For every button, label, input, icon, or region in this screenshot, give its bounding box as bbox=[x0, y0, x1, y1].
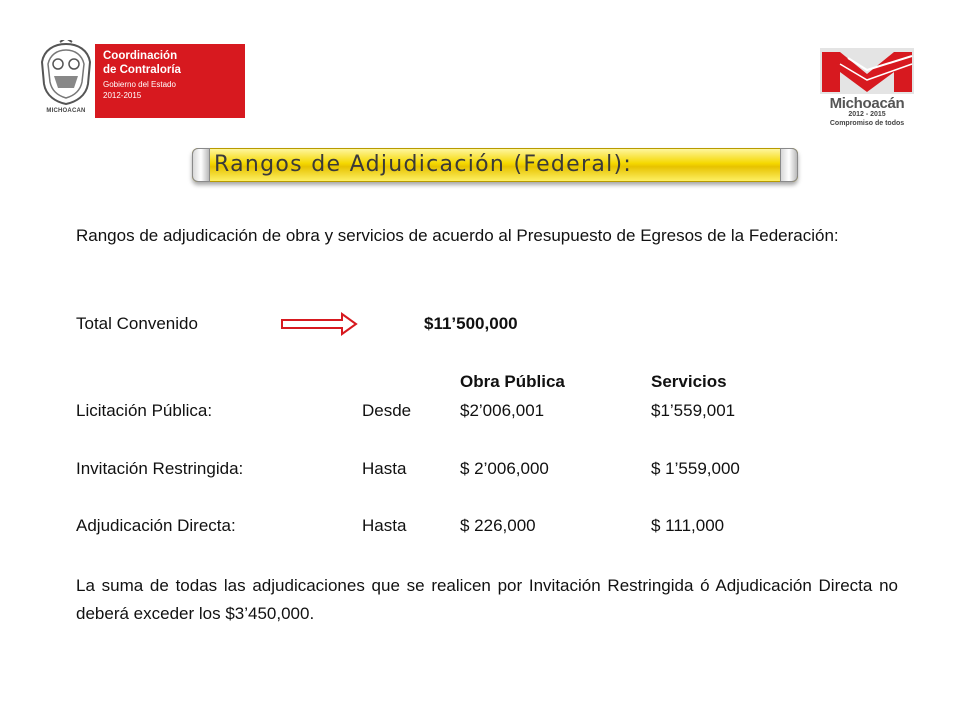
intro-paragraph: Rangos de adjudicación de obra y servicios de acuerdo al Presupuesto de Egresos de la Federación: bbox=[76, 226, 839, 245]
row-range: Hasta bbox=[362, 459, 407, 478]
seal-caption: MICHOACAN bbox=[46, 108, 86, 114]
total-value: $11’500,000 bbox=[424, 314, 518, 333]
contraloria-logo bbox=[38, 40, 208, 122]
logo-line-1: Coordinación bbox=[103, 50, 178, 62]
total-label: Total Convenido bbox=[76, 314, 198, 333]
row-obra-amount: $ 2’006,000 bbox=[460, 459, 549, 478]
row-label: Licitación Pública: bbox=[76, 401, 213, 420]
banner-right-cap bbox=[780, 148, 798, 182]
logo-line-3: Gobierno del Estado bbox=[103, 80, 176, 89]
row-obra-amount: $2’006,001 bbox=[460, 401, 545, 420]
table-row bbox=[76, 512, 898, 540]
total-row bbox=[76, 310, 898, 338]
row-servicios-amount: $ 1’559,000 bbox=[651, 459, 740, 478]
row-label: Invitación Restringida: bbox=[76, 459, 244, 478]
table-header bbox=[76, 368, 898, 396]
contraloria-red-box bbox=[95, 44, 245, 118]
michoacan-tagline: Compromiso de todos bbox=[829, 120, 905, 127]
page-title: Rangos de Adjudicación (Federal): bbox=[214, 152, 633, 177]
row-obra-amount: $ 226,000 bbox=[460, 516, 536, 535]
table-row bbox=[76, 455, 898, 483]
michoacan-name: Michoacán bbox=[829, 95, 905, 112]
michoacan-years: 2012 - 2015 bbox=[848, 111, 886, 118]
title-banner bbox=[192, 148, 798, 182]
header-servicios: Servicios bbox=[651, 372, 727, 391]
row-label: Adjudicación Directa: bbox=[76, 516, 236, 535]
logo-line-4: 2012-2015 bbox=[103, 91, 142, 100]
row-servicios-amount: $ 111,000 bbox=[651, 516, 725, 535]
michoacan-m-icon bbox=[818, 46, 916, 96]
closing-paragraph: La suma de todas las adjudicaciones que se realicen por Invitación Restringida ó Adjudicación Directa no deberá exceder los $3’450,000. bbox=[76, 576, 898, 623]
row-range: Hasta bbox=[362, 516, 407, 535]
table-row bbox=[76, 397, 898, 425]
row-servicios-amount: $1’559,001 bbox=[651, 401, 736, 420]
logo-line-2: de Contraloría bbox=[103, 64, 181, 76]
header-obra-publica: Obra Pública bbox=[460, 372, 565, 391]
banner-left-cap bbox=[192, 148, 210, 182]
michoacan-logo bbox=[818, 46, 916, 130]
row-range: Desde bbox=[362, 401, 412, 420]
right-arrow-icon bbox=[280, 312, 358, 336]
